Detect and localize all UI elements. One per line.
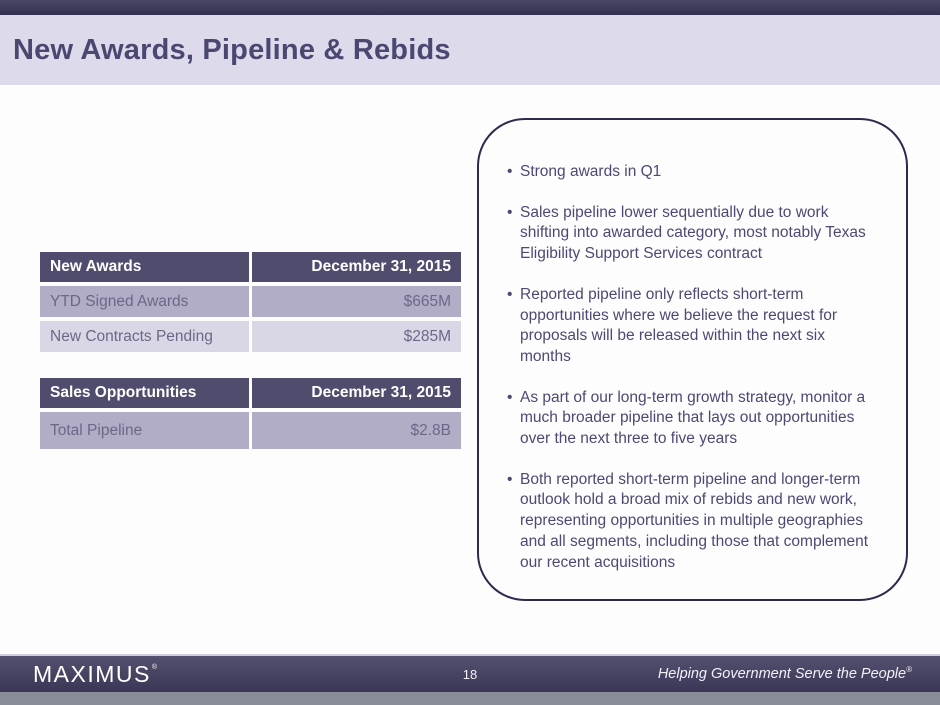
bullet-list <box>507 162 870 573</box>
table-header-row <box>40 252 461 282</box>
row-value: $285M <box>252 321 461 352</box>
table-row <box>40 286 461 317</box>
bullet-icon: • <box>507 163 513 180</box>
registered-mark-icon: ® <box>151 664 159 671</box>
table-header-date: December 31, 2015 <box>252 378 461 408</box>
list-item <box>507 285 870 368</box>
title-band <box>0 15 940 85</box>
sales-opportunities-table <box>40 378 461 453</box>
list-item <box>507 470 870 574</box>
row-label: YTD Signed Awards <box>40 286 249 317</box>
bullet-text: As part of our long-term growth strategy, monitor a much broader pipeline that lays out opportunities over the next three to five years <box>520 388 866 448</box>
bullet-icon: • <box>507 470 513 488</box>
table-header-row <box>40 378 461 408</box>
list-item <box>507 388 870 450</box>
footer-bar <box>0 656 940 692</box>
table-header-label: New Awards <box>40 252 249 282</box>
row-value: $665M <box>252 286 461 317</box>
page-title: New Awards, Pipeline & Rebids <box>13 33 451 66</box>
footer-gray-strip <box>0 692 940 705</box>
row-label: New Contracts Pending <box>40 321 249 352</box>
new-awards-table <box>40 252 461 356</box>
list-item <box>507 162 870 183</box>
page-number: 18 <box>462 666 478 682</box>
table-header-label: Sales Opportunities <box>40 378 249 408</box>
bullet-text: Both reported short-term pipeline and longer-term outlook hold a broad mix of rebids and new work, representing opportunities in multiple geographies and all segments, including those that complement our recent acquisitions <box>520 470 869 571</box>
top-accent-bar <box>0 0 940 15</box>
row-value: $2.8B <box>252 412 461 449</box>
registered-mark-icon: ® <box>906 665 912 674</box>
bullet-icon: • <box>507 388 513 406</box>
footer-tagline <box>658 656 912 692</box>
list-item <box>507 203 870 265</box>
table-row <box>40 412 461 449</box>
bullet-text: Strong awards in Q1 <box>520 163 662 180</box>
highlights-callout-box <box>477 118 908 601</box>
table-row <box>40 321 461 352</box>
row-label: Total Pipeline <box>40 412 249 449</box>
bullet-text: Sales pipeline lower sequentially due to work shifting into awarded category, most notably Texas Eligibility Support Services contract <box>520 203 866 263</box>
logo-text: MAXIMUS <box>33 660 151 687</box>
bullet-icon: • <box>507 203 513 221</box>
bullet-text: Reported pipeline only reflects short-term opportunities where we believe the request for proposals will be released within the next six months <box>520 285 838 365</box>
tagline-text: Helping Government Serve the People <box>657 666 907 682</box>
table-header-date: December 31, 2015 <box>252 252 461 282</box>
bullet-icon: • <box>507 285 513 303</box>
